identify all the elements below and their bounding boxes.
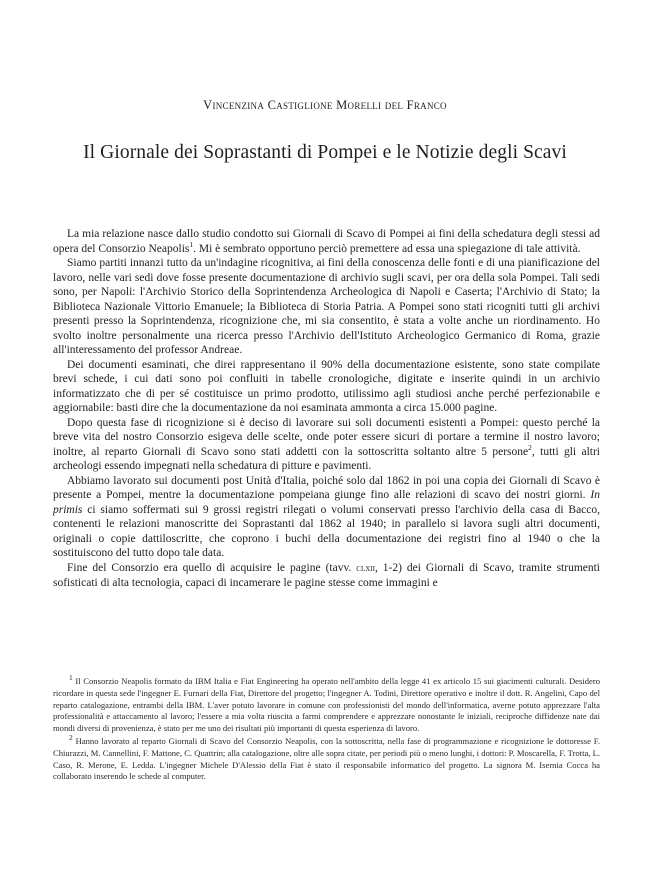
article-body (53, 227, 600, 591)
footnote-2-text: Hanno lavorato al reparto Giornali di Scavo del Consorzio Neapolis, con la sottoscritta, nella fase di programmazione e ricognizione le dottoresse F. Chiurazzi, M. Cannellini, F. Mattone, C. Quattrin; alla catalogazione, oltre alle sopra citate, per periodi più o meno lunghi, i dottori: P. Moscarella, F. Trotta, L. Caso, R. Merone, E. Ledda. L'ingegner Michele D'Alessio della Fiat è stato il responsabile informatico del progetto. La signora M. Isernia Cocca ha collaborato inserendo le schede al computer. (53, 735, 600, 782)
plate-ref: clxii (356, 562, 375, 574)
footnote-ref-2[interactable]: 2 (528, 442, 532, 452)
paragraph-5-italic: In primis (53, 489, 601, 516)
paragraph-6-text: Fine del Consorzio era quello di acquisire le pagine (tavv. (67, 561, 352, 574)
paragraph-6 (53, 561, 600, 591)
footnote-1-number: 1 (69, 673, 73, 683)
footnote-2-number: 2 (69, 733, 73, 743)
footnotes (53, 673, 600, 784)
paragraph-4-text-after: , tutti gli altri archeologi essendo impegnati nella schedatura di pitture e pavimenti. (53, 445, 600, 472)
paragraph-5-text-after: ci siamo soffermati sui 9 grossi registri rilegati o volumi conservati presso l'archivio della casa di Bacco, contenenti le relazioni manoscritte dei Soprastanti dal 1862 al 1940; in parallelo si lavora sugli altri documenti, originali o copie dattiloscritte, che coprono i buchi della documentazione dei registri fino al 1940 o che la sostituiscono del tutto dopo tale data. (53, 503, 601, 559)
paragraph-6-text-after: , 1-2) dei Giornali di Scavo, tramite strumenti sofisticati di alta tecnologia, capaci di incamerare le pagine stesse come immagini e (53, 561, 601, 589)
footnote-1-text: Il Consorzio Neapolis formato da IBM Italia e Fiat Engineering ha operato nell'ambito della legge 41 ex articolo 15 sui giacimenti culturali. Desidero ricordare in questa sede l'ingegner E. Furnari della Fiat, Direttore del progetto; l'ingegner A. Todini, Direttore operativo e inoltre il dott. R. Angelini, Capo del reparto catalogazione, entrambi della IBM. L'aver potuto lavorare in comune con professionisti del mondo dell'informatica, averne potuto apprezzare l'alta professionalità e attaccamento al lavoro; l'essere a mia volta riuscita a farmi comprendere e apprezzare nonostante le iniziali, reciproche diffidenze nate dai mondi diversi di provenienza, è stato per me uno dei risultati più importanti di questa esperienza di lavoro. (53, 676, 600, 734)
paragraph-5-text: Abbiamo lavorato sui documenti post Unità d'Italia, poiché solo dal 1862 in poi una copia dei Giornali di Scavo è presente a Pompei, mentre la documentazione pompeiana giunge fino alle relazioni di scavo dei nostri giorni. (53, 474, 600, 501)
footnote-2 (53, 733, 600, 783)
paragraph-1-text: La mia relazione nasce dallo studio condotto sui Giornali di Scavo di Pompei ai fini della schedatura degli stessi ad opera del Consorzio Neapolis (53, 228, 600, 255)
footnote-1 (53, 673, 600, 735)
paragraph-1-text-after: . Mi è sembrato opportuno perciò premettere ad essa una spiegazione di tale attività. (193, 242, 581, 255)
paragraph-4-text: Dopo questa fase di ricognizione si è deciso di lavorare sui soli documenti esistenti a Pompei: questo perché la breve vita del nostro Consorzio esigeva delle scelte, onde poter essere sicuri di portare a termine il nostro lavoro; inoltre, al reparto Giornali di Scavo sono stati addetti con la sottoscritta soltanto altre 5 persone (53, 416, 600, 458)
paragraph-2: Siamo partiti innanzi tutto da un'indagine ricognitiva, ai fini della conoscenza delle fonti e di una pianificazione del lavoro, nelle vari sedi dove fosse presente documentazione di archivio sugli scavi, per ora della sola Pompei. Tali sedi sono, per Napoli: l'Archivio Storico della Soprintendenza Archeologica di Napoli e Caserta; l'Archivio di Stato; la Biblioteca Nazionale Vittorio Emanuele; la Biblioteca di Storia Patria. A Pompei sono stati ricogniti tutti gli archivi presenti presso la Soprintendenza, ricognizione che, mi sia consentito, è stata a volte anche un riordinamento. Ho svolto inoltre personalmente una ricerca presso l'Archivio dell'Istituto Archeologico Germanico di Roma, grazie all'interessamento del professor Andreae. (53, 257, 600, 356)
author-name: Vincenzina Castiglione Morelli del Franco (203, 98, 447, 112)
footnote-ref-1[interactable]: 1 (189, 239, 194, 249)
paragraph-5 (53, 474, 600, 561)
article-title: Il Giornale dei Soprastanti di Pompei e le Notizie degli Scavi (83, 142, 567, 163)
paragraph-3: Dei documenti esaminati, che direi rappresentano il 90% della documentazione esistente, sono state compilate brevi schede, i cui dati sono poi confluiti in tabelle cronologiche, digitate e inserite quindi in un archivio informatizzato che di per sé costituisce un primo prodotto, utilissimo agli studiosi anche perché perfezionabile e aggiornabile: basti dire che la documentazione da noi esaminata ammonta a circa 15.000 pagine. (53, 358, 600, 414)
paragraph-4 (53, 416, 600, 474)
paragraph-1 (53, 227, 600, 256)
